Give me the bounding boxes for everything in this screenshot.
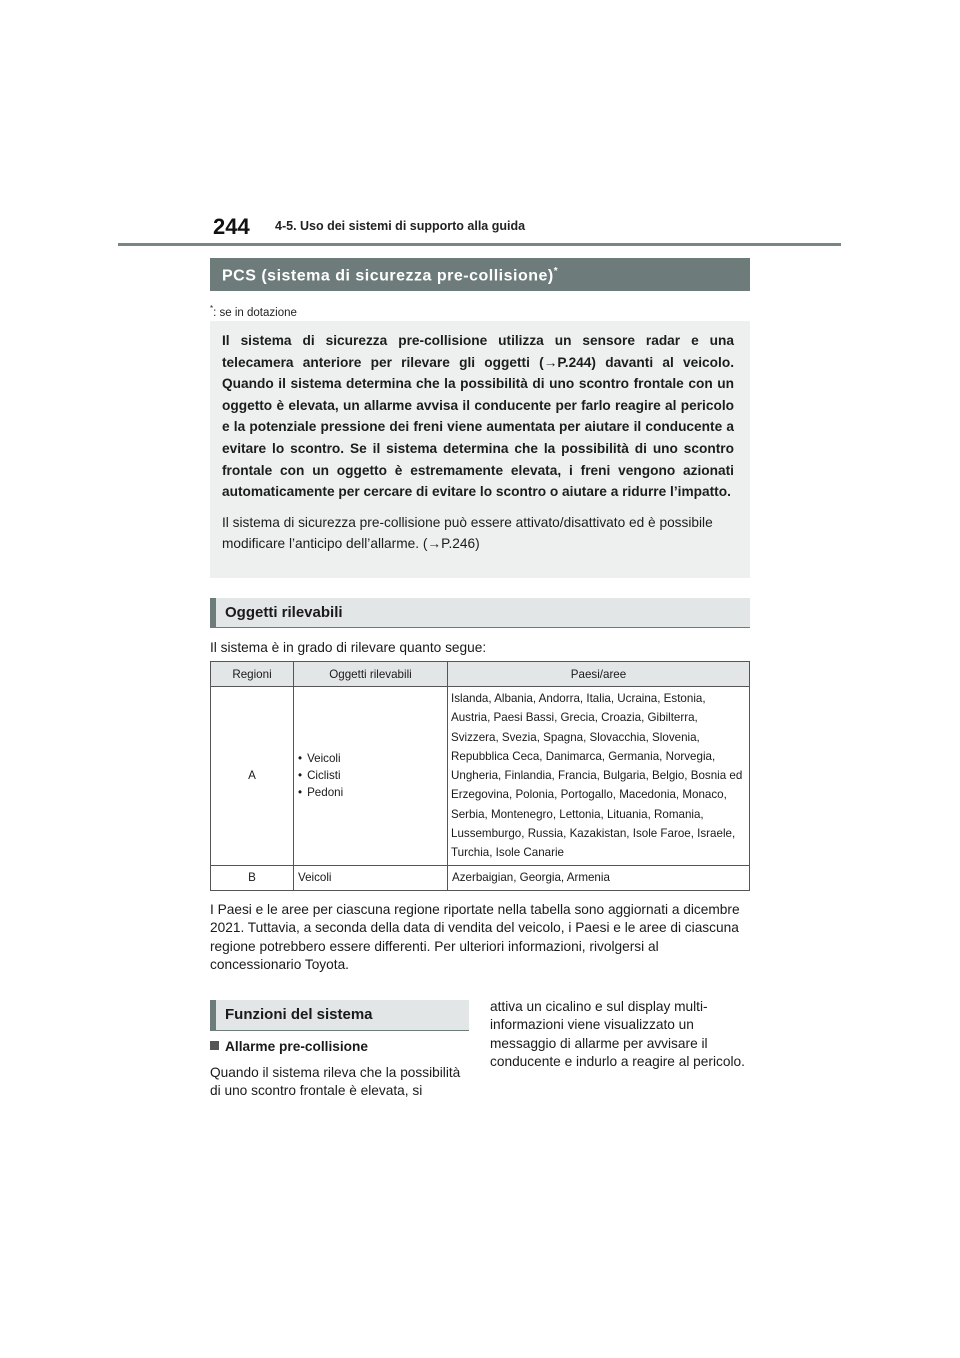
table-header-countries: Paesi/aree: [448, 662, 750, 687]
section-breadcrumb: 4-5. Uso dei sistemi di supporto alla guida: [275, 219, 526, 233]
alarm-paragraph-right: attiva un cicalino e sul display multi-informazioni viene visualizzato un messaggio di allarme per avvisare il conducente e indurlo a reagire al pericolo.: [490, 999, 745, 1070]
countries-cell: Azerbaigian, Georgia, Armenia: [448, 865, 750, 890]
footnote-marker: *: [210, 304, 214, 313]
detectable-objects-table: [210, 661, 750, 891]
page-title: [210, 258, 750, 291]
alarm-subheading: [210, 1039, 368, 1054]
header-divider: [118, 243, 841, 246]
objects-cell: Veicoli: [294, 865, 448, 890]
alarm-subheading-text: Allarme pre-collisione: [225, 1039, 369, 1054]
table-note-paragraph: I Paesi e le aree per ciascuna regione riportate nella tabella sono aggiornati a dicembre 2021. Tuttavia, a seconda della data di vendita del veicolo, i Paesi e le aree di ciascuna regione potrebbero essere differenti. Per ulteriori informazioni, rivolgersi al concessionario Toyota.: [210, 902, 740, 973]
list-item: • Veicoli: [298, 750, 447, 767]
table-header-row: [211, 662, 750, 687]
list-item: • Ciclisti: [298, 767, 447, 784]
intro-bold-paragraph: Il sistema di sicurezza pre-collisione utilizza un sensore radar e una telecamera anteriore per rilevare gli oggetti (→P.244) davanti al veicolo. Quando il sistema determina che la possibilità di uno scontro frontale con un oggetto è elevata, un allarme avvisa il conducente per farlo reagire al pericolo e la potenziale pressione dei freni viene aumentata per aiutare il conducente a evitare lo scontro. Se il sistema determina che la possibilità di uno scontro frontale con un oggetto è estremamente elevata, i freni vengono azionati automaticamente per cercare di evitare lo scontro o aiutare a ridurre l’impatto.: [222, 333, 734, 500]
countries-cell: Islanda, Albania, Andorra, Italia, Ucraina, Estonia, Austria, Paesi Bassi, Grecia, Croazia, Gibilterra, Svizzera, Svezia, Spagna, Slovacchia, Slovenia, Repubblica Ceca, Danimarca, Germania, Norvegia, Ungheria, Finlandia, Francia, Bulgaria, Belgio, Bosnia ed Erzegovina, Polonia, Portogallo, Macedonia, Monaco, Serbia, Montenegro, Lettonia, Lituania, Romania, Lussemburgo, Russia, Kazakistan, Isole Faroe, Israele, Turchia, Isole Canarie: [448, 687, 750, 866]
section-heading-detectable: Oggetti rilevabili: [210, 598, 750, 628]
section-heading-functions: Funzioni del sistema: [210, 1000, 469, 1031]
table-row: [211, 865, 750, 890]
footnote: [210, 304, 297, 319]
objects-cell: [294, 687, 448, 866]
title-footnote-marker: *: [553, 266, 559, 277]
page-title-text: PCS (sistema di sicurezza pre-collisione): [222, 267, 554, 285]
intro-normal-paragraph: Il sistema di sicurezza pre-collisione può essere attivato/disattivato ed è possibile modificare l’anticipo dell’allarme. (→P.246): [222, 514, 713, 552]
list-item: • Pedoni: [298, 784, 447, 801]
table-header-objects: Oggetti rilevabili: [294, 662, 448, 687]
square-bullet-icon: [210, 1041, 219, 1050]
table-row: [211, 687, 750, 866]
detectable-lead: Il sistema è in grado di rilevare quanto segue:: [210, 640, 487, 655]
footnote-text: : se in dotazione: [213, 306, 297, 319]
page-number: 244: [213, 214, 250, 239]
region-cell: A: [211, 687, 294, 866]
region-cell: B: [211, 865, 294, 890]
objects-list: [298, 750, 447, 802]
table-header-regions: Regioni: [211, 662, 294, 687]
intro-box: [210, 321, 750, 578]
alarm-paragraph-left: Quando il sistema rileva che la possibilità di uno scontro frontale è elevata, si: [210, 1065, 461, 1099]
